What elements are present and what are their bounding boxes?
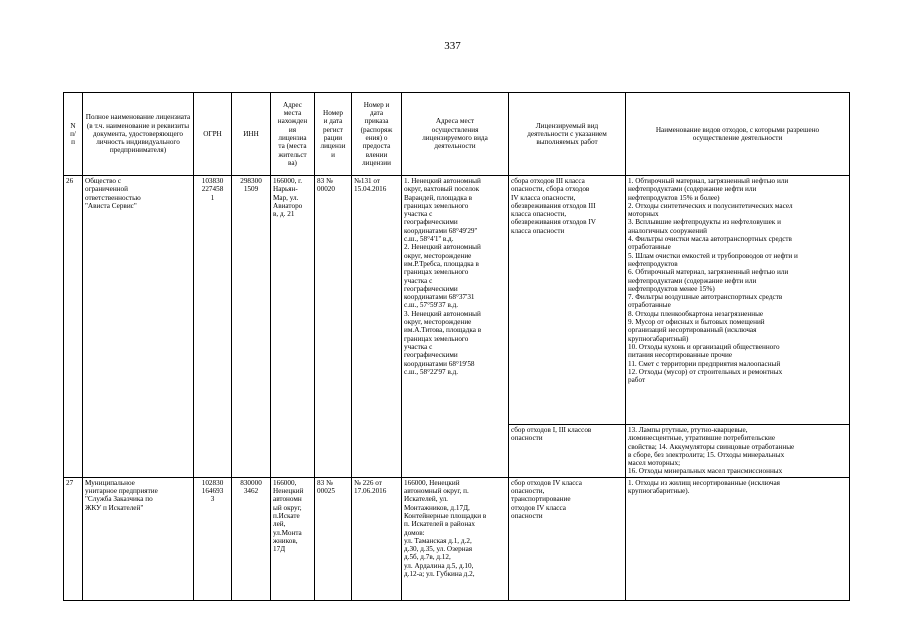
cell-inn: 830000 3462 bbox=[232, 477, 271, 600]
cell-inn: 298300 1509 bbox=[232, 176, 271, 478]
table-row bbox=[64, 477, 850, 600]
header-name: Полное наименование лицензиата (в т.ч. наименование и реквизиты документа, удостоверяющего личность индивидуального предпринимателя) bbox=[83, 93, 194, 176]
header-address: Адрес места нахожден ия лицензиа та (места жительст ва) bbox=[271, 93, 315, 176]
activity-text: сбор отходов I, III классов опасности bbox=[509, 424, 625, 444]
cell-address: 166000, Ненецкий автономн ый округ, п.Искате лей, ул.Монта жников, 17Д bbox=[271, 477, 315, 600]
cell-activity bbox=[509, 176, 626, 478]
cell-num: 26 bbox=[64, 176, 83, 478]
header-order: Номер и дата приказа (распоряж ения) о предоста влении лицензии bbox=[352, 93, 402, 176]
cell-waste bbox=[626, 176, 850, 478]
cell-name: Муниципальное унитарное предприятие "Служба Заказчика по ЖКУ п Искателей" bbox=[83, 477, 194, 600]
cell-license: 83 № 00020 bbox=[315, 176, 352, 478]
cell-num: 27 bbox=[64, 477, 83, 600]
header-activity: Лицензируемый вид деятельности с указанием выполняемых работ bbox=[509, 93, 626, 176]
cell-places: 166000, Ненецкий автономный округ, п. Искателей, ул. Монтажников, д.17Д, Контейнерные площадки в п. Искателей в районах домов: ул. Таманская д.1, д.2, д.30, д.35, ул. Озерная д.5б, д.7в, д.12, ул. Ардалина д.5, д.10, д.12-а; ул. Губкина д.2, bbox=[402, 477, 509, 600]
page-number: 337 bbox=[444, 40, 461, 52]
cell-waste: 1. Отходы из жилищ несортированные (исключая крупногабаритные). bbox=[626, 477, 850, 600]
header-license: Номер и дата регист рации лицензи и bbox=[315, 93, 352, 176]
table-row bbox=[64, 176, 850, 478]
license-table bbox=[63, 92, 850, 601]
header-ogrn: ОГРН bbox=[194, 93, 232, 176]
cell-activity: сбор отходов IV класса опасности, транспортирование отходов IV класса опасности bbox=[509, 477, 626, 600]
waste-text: 1. Обтирочный материал, загрязненный нефтью или нефтепродуктами (содержание нефти или нефтепродуктов 15% и более) 2. Отходы синтетических и полусинтетических масел моторных 3. Всплывшие нефтепродукты из нефтеловушек и аналогичных сооружений 4. Фильтры очистки масла автотранспортных средств отработанные 5. Шлам очистки емкостей и трубопроводов от нефти и нефтепродуктов 6. Обтирочный материал, загрязненный нефтью или нефтепродуктами (содержание нефти или нефтепродуктов менее 15%) 7. Фильтры воздушные автотранспортных средств отработанные 8. Отходы пленкообкартона незагрязненные 9. Мусор от офисных и бытовых помещений организаций несортированный (исключая крупногабаритный) 10. Отходы кухонь и организаций общественного питания несортированные прочие 11. Смет с территории предприятия малоопасный 12. Отходы (мусор) от строительных и ремонтных работ bbox=[628, 177, 798, 385]
cell-order: №131 от 15.04.2016 bbox=[352, 176, 402, 478]
header-waste: Наименование видов отходов, с которыми разрешено осуществление деятельности bbox=[626, 93, 850, 176]
cell-ogrn: 103830 227458 1 bbox=[194, 176, 232, 478]
cell-order: № 226 от 17.06.2016 bbox=[352, 477, 402, 600]
header-places: Адреса мест осуществления лицензируемого вида деятельности bbox=[402, 93, 509, 176]
cell-places: 1. Ненецкий автономный округ, вахтовый поселок Варандей, площадка в границах земельного участка с географическими координатами 68°49'29'' с.ш., 58°4'1'' в.д. 2. Ненецкий автономный округ, месторождение им.Р.Требса, площадка в границах земельного участка с географическими координатами 68°37'31 с.ш., 57°59'37 в.д. 3. Ненецкий автономный округ, месторождение им.А.Титова, площадка в границах земельного участка с географическими координатами 68°19'58 с.ш., 58°22'97 в.д. bbox=[402, 176, 509, 478]
header-num: N п/ п bbox=[64, 93, 83, 176]
activity-text: сбора отходов III класса опасности, сбора отходов IV класса опасности, обезвреживания отходов III класса опасности, обезвреживания отходов IV класса опасности bbox=[511, 177, 596, 235]
header-inn: ИНН bbox=[232, 93, 271, 176]
cell-name: Общество с ограниченной ответственностью "Ависта Сервис" bbox=[83, 176, 194, 478]
cell-ogrn: 102830 164693 3 bbox=[194, 477, 232, 600]
waste-text: 13. Лампы ртутные, ртутно-кварцевые, люминесцентные, утратившие потребительские свойства; 14. Аккумуляторы свинцовые отработанные в сборе, без электролита; 15. Отходы минеральных масел моторных; 16. Отходы минеральных масел трансмиссионных bbox=[626, 424, 849, 477]
cell-address: 166000, г. Нарьян- Мар, ул. Авиаторо в, д. 21 bbox=[271, 176, 315, 478]
cell-license: 83 № 00025 bbox=[315, 477, 352, 600]
header-row bbox=[64, 93, 850, 176]
